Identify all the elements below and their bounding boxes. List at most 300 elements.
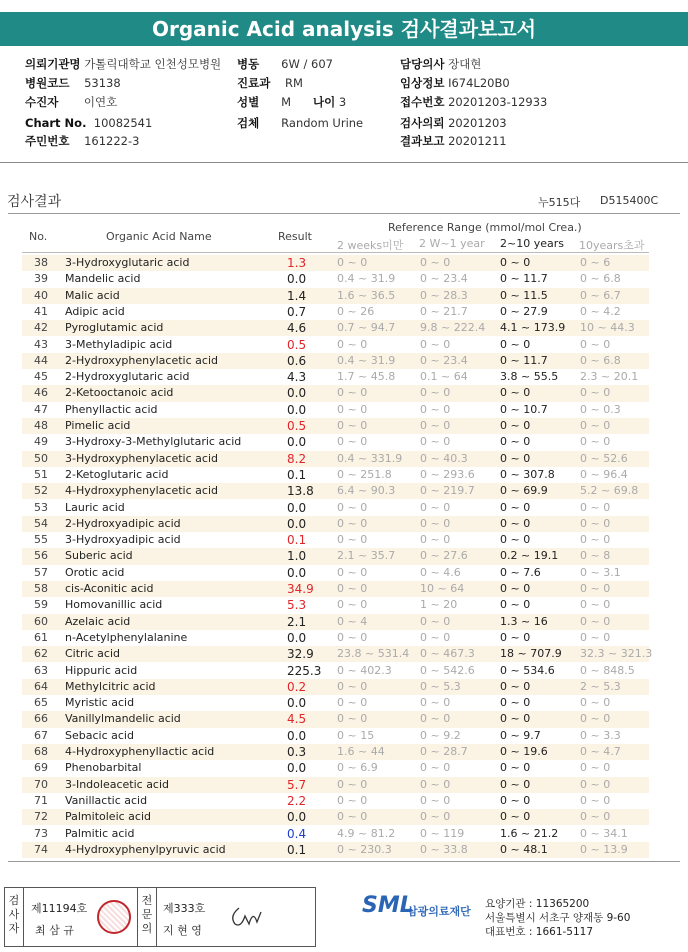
ref-range-2weeks: 0 ~ 0 xyxy=(337,630,368,644)
clinical-line: 임상정보 I674L20B0 xyxy=(400,76,510,90)
table-row xyxy=(22,500,649,516)
section-code-1: 누515다 xyxy=(538,196,581,209)
org-name: 삼광의료재단 xyxy=(407,905,471,918)
ref-range-over10y: 10 ~ 44.3 xyxy=(580,321,635,335)
result-value: 4.6 xyxy=(287,321,307,336)
table-row xyxy=(22,353,649,369)
ref-range-2weeks: 0 ~ 0 xyxy=(337,402,368,416)
table-row xyxy=(22,663,649,679)
table-bottom-divider xyxy=(8,861,680,862)
acid-name: 3-Hydroxyadipic acid xyxy=(65,533,181,547)
result-value: 0.0 xyxy=(287,272,307,287)
receipt-line: 접수번호 20201203-12933 xyxy=(400,95,548,109)
row-no: 54 xyxy=(34,516,48,530)
address: 서울특별시 서초구 양재동 9-60 xyxy=(485,912,631,924)
row-no: 43 xyxy=(34,337,48,351)
ref-range-2-10y: 0 ~ 0 xyxy=(500,419,531,432)
row-no: 66 xyxy=(34,712,48,726)
ref-range-2-10y: 0 ~ 0 xyxy=(500,582,531,595)
logo-mark: SML xyxy=(362,893,414,918)
ref-range-2-10y: 0 ~ 11.5 xyxy=(500,288,548,302)
acid-name: Methylcitric acid xyxy=(65,679,156,693)
table-row xyxy=(22,320,649,336)
acid-name: cis-Aconitic acid xyxy=(65,582,154,595)
ref-range-2w-1y: 0 ~ 0 xyxy=(420,761,451,775)
acid-name: 2-Ketoglutaric acid xyxy=(65,467,169,481)
ref-range-2w-1y: 0 ~ 27.6 xyxy=(420,549,468,563)
ref-range-2w-1y: 0.1 ~ 64 xyxy=(420,370,468,384)
ref-range-2w-1y: 0 ~ 0 xyxy=(420,402,451,416)
acid-name: 3-Hydroxyglutaric acid xyxy=(65,256,190,269)
ref-range-over10y: 0 ~ 0 xyxy=(580,614,611,628)
ref-range-over10y: 0 ~ 0 xyxy=(580,761,611,775)
ref-range-over10y: 0 ~ 3.3 xyxy=(580,728,621,742)
ref-range-2w-1y: 0 ~ 119 xyxy=(420,826,465,840)
ref-range-2-10y: 0 ~ 0 xyxy=(500,630,531,644)
ref-range-2w-1y: 0 ~ 0 xyxy=(420,500,451,514)
result-value: 225.3 xyxy=(287,663,322,678)
ref-range-2weeks: 0 ~ 230.3 xyxy=(337,842,392,856)
ref-range-2-10y: 0 ~ 0 xyxy=(500,256,531,269)
row-no: 59 xyxy=(34,598,48,612)
section-title: 검사결과 xyxy=(7,194,62,210)
table-row xyxy=(22,711,649,727)
result-value: 0.2 xyxy=(287,679,307,694)
ref-range-2w-1y: 0 ~ 21.7 xyxy=(420,304,468,318)
table-row xyxy=(22,271,649,287)
report-title: Organic Acid analysis 검사결과보고서 xyxy=(0,12,688,46)
ref-range-over10y: 0 ~ 0 xyxy=(580,435,611,449)
result-value: 0.0 xyxy=(287,435,307,450)
ref-range-2weeks: 0 ~ 0 xyxy=(337,810,368,824)
ref-range-2-10y: 0 ~ 10.7 xyxy=(500,402,548,416)
acid-name: 2-Hydroxyglutaric acid xyxy=(65,370,190,384)
ref-range-2weeks: 0 ~ 26 xyxy=(337,304,375,318)
ref-range-2weeks: 0.7 ~ 94.7 xyxy=(337,321,396,335)
ref-range-2weeks: 0 ~ 0 xyxy=(337,696,368,710)
row-no: 58 xyxy=(34,582,48,595)
acid-name: Pimelic acid xyxy=(65,419,131,432)
ref-range-2w-1y: 0 ~ 28.7 xyxy=(420,745,468,758)
ref-range-over10y: 0 ~ 0 xyxy=(580,793,611,807)
row-no: 50 xyxy=(34,451,48,465)
ref-range-over10y: 0 ~ 0 xyxy=(580,419,611,432)
signature-box xyxy=(4,887,316,947)
table-row xyxy=(22,451,649,467)
ref-range-2-10y: 0 ~ 0 xyxy=(500,337,531,351)
specimen-line: 검체 Random Urine xyxy=(237,116,364,130)
result-value: 0.0 xyxy=(287,761,307,776)
table-row xyxy=(22,581,649,597)
ref-range-2weeks: 1.6 ~ 44 xyxy=(337,745,385,758)
row-no: 60 xyxy=(34,614,48,628)
row-no: 61 xyxy=(34,630,48,644)
col-header-result: Result xyxy=(278,230,312,243)
ref-range-2weeks: 6.4 ~ 90.3 xyxy=(337,484,396,498)
ref-range-2-10y: 0 ~ 0 xyxy=(500,533,531,547)
table-row xyxy=(22,434,649,450)
ref-range-over10y: 0 ~ 0 xyxy=(580,516,611,530)
acid-name: Sebacic acid xyxy=(65,728,134,742)
phone: 대표번호 : 1661-5117 xyxy=(485,926,594,938)
specialist-name: 지 현 영 xyxy=(163,924,202,937)
examiner-no: 제11194호 xyxy=(31,902,88,915)
signature-icon xyxy=(227,902,267,930)
result-value: 13.8 xyxy=(287,484,314,499)
ref-range-2-10y: 0 ~ 0 xyxy=(500,451,531,465)
row-no: 62 xyxy=(34,647,48,661)
acid-name: 4-Hydroxyphenylacetic acid xyxy=(65,484,218,498)
section-code-2: D515400C xyxy=(600,194,659,207)
ref-range-2w-1y: 0 ~ 0 xyxy=(420,435,451,449)
ref-range-2weeks: 0 ~ 4 xyxy=(337,614,368,628)
official-seal-icon xyxy=(97,900,131,934)
ref-range-2w-1y: 0 ~ 33.8 xyxy=(420,842,468,856)
ref-range-2w-1y: 10 ~ 64 xyxy=(420,582,465,595)
acid-name: 2-Hydroxyadipic acid xyxy=(65,516,181,530)
row-no: 74 xyxy=(34,842,48,856)
ref-range-2-10y: 0 ~ 11.7 xyxy=(500,272,548,286)
ref-range-over10y: 0 ~ 0 xyxy=(580,337,611,351)
result-value: 0.0 xyxy=(287,728,307,743)
ref-range-over10y: 0 ~ 8 xyxy=(580,549,611,563)
ref-range-over10y: 0 ~ 0 xyxy=(580,696,611,710)
ref-range-2w-1y: 0 ~ 219.7 xyxy=(420,484,475,498)
ref-range-2-10y: 0 ~ 19.6 xyxy=(500,745,548,758)
table-row xyxy=(22,630,649,646)
result-value: 0.0 xyxy=(287,402,307,417)
ref-range-over10y: 0 ~ 6.8 xyxy=(580,272,621,286)
result-value: 0.0 xyxy=(287,696,307,711)
ref-range-2-10y: 1.6 ~ 21.2 xyxy=(500,826,559,840)
acid-name: Myristic acid xyxy=(65,696,135,710)
ref-range-over10y: 0 ~ 0 xyxy=(580,582,611,595)
result-value: 0.0 xyxy=(287,565,307,580)
ref-range-2weeks: 0.4 ~ 31.9 xyxy=(337,353,396,367)
table-row xyxy=(22,288,649,304)
ref-range-2w-1y: 0 ~ 0 xyxy=(420,696,451,710)
ref-range-2-10y: 0 ~ 307.8 xyxy=(500,467,555,481)
table-row xyxy=(22,369,649,385)
ref-range-2-10y: 0 ~ 0 xyxy=(500,696,531,710)
acid-name: Orotic acid xyxy=(65,565,125,579)
result-value: 0.1 xyxy=(287,842,307,857)
ref-range-over10y: 2.3 ~ 20.1 xyxy=(580,370,639,384)
examiner-label: 검사자 xyxy=(5,888,24,946)
ref-range-over10y: 0 ~ 96.4 xyxy=(580,467,628,481)
ref-range-2weeks: 0.4 ~ 31.9 xyxy=(337,272,396,286)
sex-age-line: 성별 M 나이 3 xyxy=(237,95,347,109)
ref-range-2w-1y: 0 ~ 0 xyxy=(420,793,451,807)
ref-range-over10y: 5.2 ~ 69.8 xyxy=(580,484,639,498)
ref-range-2weeks: 0 ~ 0 xyxy=(337,712,368,726)
ref-range-2w-1y: 0 ~ 23.4 xyxy=(420,353,468,367)
row-no: 52 xyxy=(34,484,48,498)
acid-name: Homovanillic acid xyxy=(65,598,163,612)
result-value: 2.1 xyxy=(287,614,307,629)
acid-name: Vanillactic acid xyxy=(65,793,148,807)
ref-range-2-10y: 0 ~ 0 xyxy=(500,793,531,807)
result-value: 1.3 xyxy=(287,256,307,270)
acid-name: Palmitic acid xyxy=(65,826,135,840)
acid-name: 3-Hydroxy-3-Methylglutaric acid xyxy=(65,435,242,449)
ref-range-2-10y: 0 ~ 0 xyxy=(500,810,531,824)
table-header-divider xyxy=(22,252,649,253)
resident-no-line: 주민번호 161222-3 xyxy=(25,134,140,148)
table-row xyxy=(22,467,649,483)
specialist-label: 전문의 xyxy=(137,888,157,946)
table-row xyxy=(22,760,649,776)
table-row xyxy=(22,679,649,695)
result-value: 0.0 xyxy=(287,810,307,825)
ref-group-1: 2 weeks미만 xyxy=(337,239,404,252)
ref-range-2w-1y: 0 ~ 5.3 xyxy=(420,679,461,693)
ref-range-over10y: 0 ~ 0 xyxy=(580,630,611,644)
ref-range-title: Reference Range (mmol/mol Crea.) xyxy=(388,221,582,234)
row-no: 69 xyxy=(34,761,48,775)
acid-name: 2-Hydroxyphenylacetic acid xyxy=(65,353,218,367)
table-row xyxy=(22,565,649,581)
result-value: 0.0 xyxy=(287,500,307,515)
table-row xyxy=(22,809,649,825)
result-value: 0.1 xyxy=(287,533,307,548)
ref-range-2-10y: 18 ~ 707.9 xyxy=(500,647,562,661)
ref-range-2weeks: 0 ~ 0 xyxy=(337,793,368,807)
acid-name: Palmitoleic acid xyxy=(65,810,152,824)
ref-range-2weeks: 1.7 ~ 45.8 xyxy=(337,370,396,384)
ref-range-2-10y: 0 ~ 0 xyxy=(500,679,531,693)
acid-name: 2-Ketooctanoic acid xyxy=(65,386,174,400)
table-row xyxy=(22,646,653,662)
acid-name: Phenobarbital xyxy=(65,761,142,775)
ref-range-2-10y: 0 ~ 9.7 xyxy=(500,728,541,742)
acid-name: Lauric acid xyxy=(65,500,125,514)
row-no: 46 xyxy=(34,386,48,400)
row-no: 72 xyxy=(34,810,48,824)
ref-range-2w-1y: 0 ~ 0 xyxy=(420,614,451,628)
ref-range-2w-1y: 0 ~ 467.3 xyxy=(420,647,475,661)
ref-range-2w-1y: 0 ~ 293.6 xyxy=(420,467,475,481)
row-no: 45 xyxy=(34,370,48,384)
acid-name: 3-Indoleacetic acid xyxy=(65,777,170,791)
ref-range-2w-1y: 0 ~ 0 xyxy=(420,810,451,824)
ref-range-2-10y: 3.8 ~ 55.5 xyxy=(500,370,559,384)
table-row xyxy=(22,614,649,630)
ref-range-2w-1y: 0 ~ 40.3 xyxy=(420,451,468,465)
ref-range-2weeks: 0 ~ 0 xyxy=(337,419,368,432)
ref-range-2weeks: 0 ~ 0 xyxy=(337,516,368,530)
ref-range-over10y: 0 ~ 0.3 xyxy=(580,402,621,416)
ref-range-2w-1y: 0 ~ 0 xyxy=(420,337,451,351)
recipient-line: 수진자 이연호 xyxy=(25,95,118,109)
ref-range-2-10y: 0 ~ 69.9 xyxy=(500,484,548,498)
result-value: 4.3 xyxy=(287,370,307,385)
ref-range-2w-1y: 0 ~ 0 xyxy=(420,533,451,547)
table-row xyxy=(22,728,649,744)
ref-range-2w-1y: 0 ~ 0 xyxy=(420,256,451,269)
ref-range-2-10y: 0 ~ 27.9 xyxy=(500,304,548,318)
result-value: 0.5 xyxy=(287,337,307,352)
ref-range-over10y: 0 ~ 6 xyxy=(580,256,611,269)
ref-range-2weeks: 23.8 ~ 531.4 xyxy=(337,647,410,661)
row-no: 70 xyxy=(34,777,48,791)
ref-range-2-10y: 0.2 ~ 19.1 xyxy=(500,549,559,563)
row-no: 44 xyxy=(34,353,48,367)
row-no: 38 xyxy=(34,256,48,269)
table-row xyxy=(22,418,649,434)
row-no: 64 xyxy=(34,679,48,693)
table-row xyxy=(22,337,649,353)
row-no: 40 xyxy=(34,288,48,302)
result-value: 1.4 xyxy=(287,288,307,303)
ref-range-2w-1y: 0 ~ 0 xyxy=(420,712,451,726)
acid-name: 4-Hydroxyphenyllactic acid xyxy=(65,745,215,758)
chart-no-line: Chart No. 10082541 xyxy=(25,116,153,130)
request-date-line: 검사의뢰 20201203 xyxy=(400,116,507,130)
ref-range-2weeks: 0 ~ 0 xyxy=(337,256,368,269)
ref-range-2weeks: 0 ~ 0 xyxy=(337,679,368,693)
table-row xyxy=(22,385,649,401)
table-row xyxy=(22,532,649,548)
ref-range-2-10y: 0 ~ 0 xyxy=(500,761,531,775)
ref-range-2-10y: 0 ~ 0 xyxy=(500,500,531,514)
result-value: 8.2 xyxy=(287,451,307,466)
ref-range-2-10y: 0 ~ 0 xyxy=(500,516,531,530)
ref-group-3: 2~10 years xyxy=(500,237,564,250)
ref-range-over10y: 0 ~ 0 xyxy=(580,810,611,824)
ref-range-2-10y: 0 ~ 48.1 xyxy=(500,842,548,856)
ref-range-over10y: 0 ~ 6.7 xyxy=(580,288,621,302)
row-no: 47 xyxy=(34,402,48,416)
ref-range-2weeks: 0 ~ 0 xyxy=(337,565,368,579)
table-row xyxy=(22,483,649,499)
table-row xyxy=(22,597,649,613)
ref-range-2-10y: 0 ~ 7.6 xyxy=(500,565,541,579)
table-row xyxy=(22,548,649,564)
result-value: 34.9 xyxy=(287,582,314,596)
ref-range-over10y: 0 ~ 3.1 xyxy=(580,565,621,579)
table-row xyxy=(22,255,649,271)
ref-range-over10y: 0 ~ 0 xyxy=(580,386,611,400)
table-row xyxy=(22,826,649,842)
row-no: 42 xyxy=(34,321,48,335)
ref-range-over10y: 0 ~ 0 xyxy=(580,777,611,791)
ref-range-2-10y: 0 ~ 534.6 xyxy=(500,663,555,677)
ref-range-2-10y: 0 ~ 0 xyxy=(500,777,531,791)
ref-range-over10y: 32.3 ~ 321.3 xyxy=(580,647,653,661)
ref-range-2weeks: 0 ~ 6.9 xyxy=(337,761,378,775)
ref-range-2w-1y: 0 ~ 0 xyxy=(420,386,451,400)
ref-range-2weeks: 0.4 ~ 331.9 xyxy=(337,451,403,465)
acid-name: Citric acid xyxy=(65,647,120,661)
dept-line: 진료과 RM xyxy=(237,76,303,90)
ref-range-2weeks: 0 ~ 0 xyxy=(337,582,368,595)
col-header-name: Organic Acid Name xyxy=(106,230,212,243)
header-divider xyxy=(0,162,688,163)
ref-group-2: 2 W~1 year xyxy=(419,237,485,250)
ref-range-2w-1y: 0 ~ 542.6 xyxy=(420,663,475,677)
row-no: 49 xyxy=(34,435,48,449)
ref-range-2-10y: 0 ~ 0 xyxy=(500,386,531,400)
hospital-code-line: 병원코드 53138 xyxy=(25,76,121,90)
row-no: 73 xyxy=(34,826,48,840)
row-no: 63 xyxy=(34,663,48,677)
ref-range-2weeks: 2.1 ~ 35.7 xyxy=(337,549,396,563)
table-row xyxy=(22,516,649,532)
acid-name: 3-Methyladipic acid xyxy=(65,337,173,351)
result-value: 0.5 xyxy=(287,419,307,433)
ref-range-2weeks: 0 ~ 0 xyxy=(337,500,368,514)
table-row xyxy=(22,744,649,760)
ref-range-over10y: 0 ~ 848.5 xyxy=(580,663,635,677)
row-no: 41 xyxy=(34,304,48,318)
row-no: 56 xyxy=(34,549,48,563)
ref-range-over10y: 0 ~ 0 xyxy=(580,533,611,547)
report-date-line: 결과보고 20201211 xyxy=(400,134,507,148)
ref-range-2-10y: 0 ~ 11.7 xyxy=(500,353,548,367)
ref-range-2weeks: 0 ~ 0 xyxy=(337,777,368,791)
result-value: 2.2 xyxy=(287,793,307,808)
ref-range-2weeks: 1.6 ~ 36.5 xyxy=(337,288,396,302)
ref-range-over10y: 0 ~ 0 xyxy=(580,712,611,726)
ref-range-over10y: 0 ~ 4.2 xyxy=(580,304,621,318)
acid-name: Mandelic acid xyxy=(65,272,141,286)
sml-logo xyxy=(362,893,471,918)
acid-name: Hippuric acid xyxy=(65,663,138,677)
ref-range-2-10y: 1.3 ~ 16 xyxy=(500,614,548,628)
col-header-no: No. xyxy=(29,230,48,243)
acid-name: n-Acetylphenylalanine xyxy=(65,630,188,644)
table-row xyxy=(22,304,649,320)
acid-name: Pyroglutamic acid xyxy=(65,321,164,335)
ref-range-2w-1y: 0 ~ 23.4 xyxy=(420,272,468,286)
ref-range-over10y: 0 ~ 4.7 xyxy=(580,745,621,758)
acid-name: Adipic acid xyxy=(65,304,125,318)
ref-range-2-10y: 0 ~ 0 xyxy=(500,712,531,726)
ref-range-over10y: 0 ~ 0 xyxy=(580,598,611,612)
row-no: 71 xyxy=(34,793,48,807)
row-no: 55 xyxy=(34,533,48,547)
result-value: 0.0 xyxy=(287,386,307,401)
result-value: 5.7 xyxy=(287,777,307,792)
ref-range-2w-1y: 0 ~ 9.2 xyxy=(420,728,461,742)
result-value: 0.3 xyxy=(287,745,307,759)
result-value: 0.0 xyxy=(287,630,307,645)
acid-name: Phenyllactic acid xyxy=(65,402,158,416)
result-value: 0.7 xyxy=(287,304,307,319)
examiner-name: 최 삼 규 xyxy=(35,924,74,937)
ref-range-2-10y: 4.1 ~ 173.9 xyxy=(500,321,566,335)
ref-range-2weeks: 0 ~ 0 xyxy=(337,533,368,547)
ref-range-2weeks: 0 ~ 402.3 xyxy=(337,663,392,677)
row-no: 65 xyxy=(34,696,48,710)
ref-range-2w-1y: 0 ~ 0 xyxy=(420,419,451,432)
ref-range-2w-1y: 0 ~ 0 xyxy=(420,777,451,791)
result-value: 32.9 xyxy=(287,647,314,662)
table-row xyxy=(22,695,649,711)
ref-range-2w-1y: 0 ~ 4.6 xyxy=(420,565,461,579)
acid-name: Azelaic acid xyxy=(65,614,131,628)
acid-name: 3-Hydroxyphenylacetic acid xyxy=(65,451,218,465)
institution-line: 의뢰기관명 가톨릭대학교 인천성모병원 xyxy=(25,57,222,71)
acid-name: 4-Hydroxyphenylpyruvic acid xyxy=(65,842,226,856)
table-row xyxy=(22,402,649,418)
ref-range-over10y: 0 ~ 52.6 xyxy=(580,451,628,465)
row-no: 39 xyxy=(34,272,48,286)
ref-range-2weeks: 0 ~ 0 xyxy=(337,386,368,400)
ref-range-2w-1y: 9.8 ~ 222.4 xyxy=(420,321,486,335)
ref-range-2weeks: 0 ~ 251.8 xyxy=(337,467,392,481)
